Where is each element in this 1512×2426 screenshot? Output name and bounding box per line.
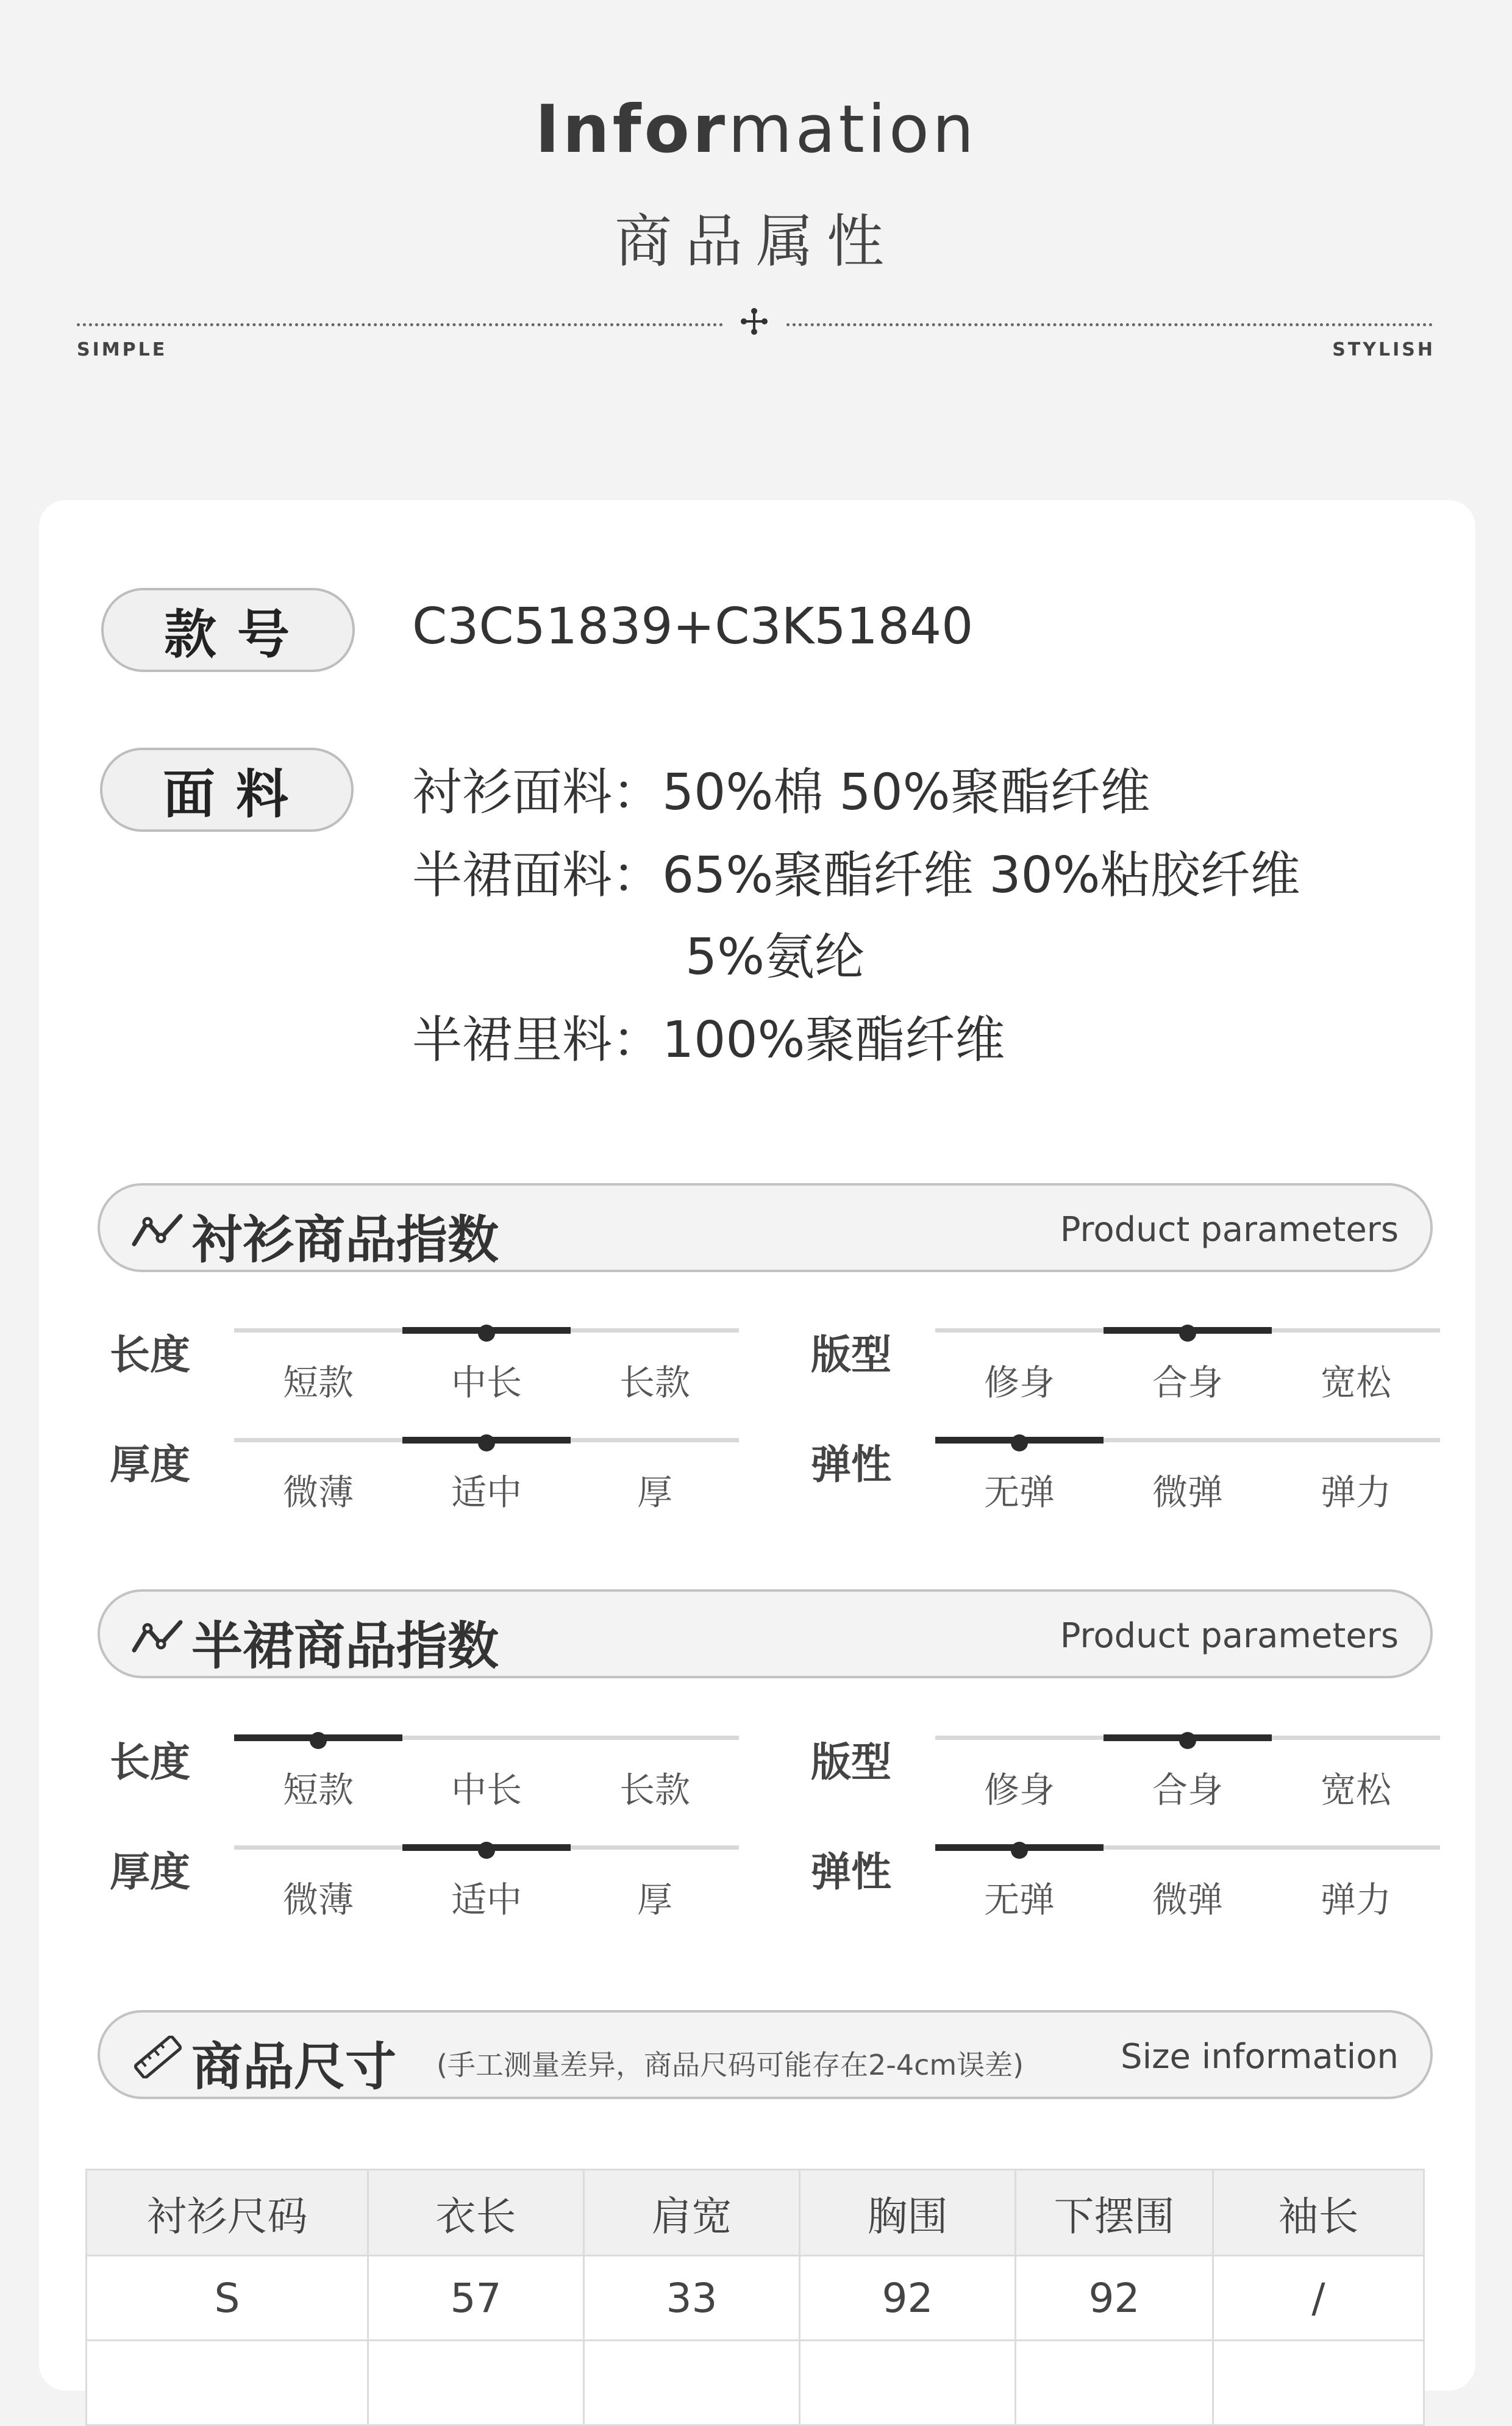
- cell-size: S: [87, 2256, 368, 2341]
- skirt-scale-2-option: 合身: [1152, 1769, 1223, 1811]
- header-bust: 胸围: [800, 2170, 1016, 2256]
- title-bold-part: Infor: [535, 91, 729, 168]
- header-hem: 下摆围: [1016, 2170, 1213, 2256]
- shirt-scale-3-track-segment: [571, 1438, 739, 1442]
- shirt-scale-3-label: 厚度: [110, 1441, 190, 1488]
- skirt-scale-1-indicator-dot: [310, 1732, 327, 1749]
- shirt-scale-2-indicator-dot: [1179, 1325, 1196, 1342]
- left-dotted-divider: [77, 323, 723, 326]
- skirt-scale-1-label: 长度: [110, 1739, 190, 1786]
- right-dotted-divider: [786, 323, 1433, 326]
- shirt-scale-4-track-segment: [1104, 1438, 1272, 1442]
- skirt-params-bar: [98, 1589, 1433, 1678]
- cell-bust: 92: [800, 2256, 1016, 2341]
- shirt-scale-3-option: 适中: [451, 1472, 522, 1513]
- stylish-tag: STYLISH: [1332, 339, 1435, 360]
- size-info-subtitle: Size information: [1121, 2037, 1399, 2077]
- skirt-scale-4-indicator-dot: [1011, 1842, 1028, 1859]
- shirt-scale-1-indicator-dot: [478, 1325, 495, 1342]
- skirt-scale-1-option: 中长: [451, 1769, 522, 1811]
- skirt-scale-3-track-segment: [234, 1845, 402, 1850]
- shirt-scale-1-option: 中长: [451, 1362, 522, 1403]
- shirt-params-bar: [98, 1183, 1433, 1272]
- shirt-scale-4-option: 弹力: [1320, 1472, 1391, 1513]
- skirt-scale-1-option: 短款: [282, 1769, 354, 1811]
- skirt-scale-2-option: 修身: [983, 1769, 1055, 1811]
- fabric-line-skirt-cont: 5%氨纶: [685, 928, 865, 986]
- cell-shoulder: 33: [584, 2256, 800, 2341]
- shirt-scale-3-option: 微薄: [282, 1472, 354, 1513]
- skirt-scale-2-option: 宽松: [1320, 1769, 1391, 1811]
- cell-size: [87, 2341, 368, 2425]
- shirt-scale-2-option: 修身: [983, 1362, 1055, 1403]
- shirt-scale-4-option: 微弹: [1152, 1472, 1223, 1513]
- shirt-scale-3-indicator-dot: [478, 1434, 495, 1451]
- size-info-bar: [98, 2010, 1433, 2099]
- shirt-scale-2-option: 宽松: [1320, 1362, 1391, 1403]
- cell-length: [368, 2341, 584, 2425]
- style-no-value: C3C51839+C3K51840: [412, 598, 974, 656]
- skirt-scale-2-track-segment: [1272, 1736, 1440, 1740]
- fabric-line-lining: 半裙里料：100%聚酯纤维: [412, 1011, 1005, 1069]
- skirt-params-subtitle: Product parameters: [1060, 1616, 1399, 1656]
- skirt-scale-3-option: 微薄: [282, 1879, 354, 1920]
- line-chart-icon: [130, 1211, 185, 1248]
- shirt-scale-1-option: 短款: [282, 1362, 354, 1403]
- cell-bust: [800, 2341, 1016, 2425]
- cell-hem: [1016, 2341, 1213, 2425]
- four-dot-cross-icon: [739, 306, 769, 337]
- skirt-scale-2-label: 版型: [811, 1739, 891, 1786]
- shirt-params-title: 衬衫商品指数: [191, 1210, 499, 1270]
- cell-length: 57: [368, 2256, 584, 2341]
- shirt-scale-2-track-segment: [935, 1328, 1104, 1333]
- shirt-scale-2-track-segment: [1272, 1328, 1440, 1333]
- shirt-scale-2-label: 版型: [811, 1331, 891, 1378]
- header-shoulder: 肩宽: [584, 2170, 800, 2256]
- header-sleeve: 袖长: [1213, 2170, 1424, 2256]
- skirt-scale-4-option: 微弹: [1152, 1879, 1223, 1920]
- skirt-scale-4-label: 弹性: [811, 1848, 891, 1895]
- ruler-icon: [130, 2036, 185, 2078]
- cell-sleeve: [1213, 2341, 1424, 2425]
- cell-shoulder: [584, 2341, 800, 2425]
- title-rest-part: mation: [728, 91, 977, 168]
- size-info-note: (手工测量差异，商品尺码可能存在2-4cm误差): [437, 2049, 1024, 2081]
- shirt-scale-1-track-segment: [234, 1328, 402, 1333]
- shirt-scale-4-indicator-dot: [1011, 1434, 1028, 1451]
- skirt-scale-1-track-segment: [402, 1736, 571, 1740]
- skirt-scale-4-track-segment: [1272, 1845, 1440, 1850]
- fabric-line-skirt: 半裙面料：65%聚酯纤维 30%粘胶纤维: [412, 846, 1300, 904]
- shirt-scale-1-option: 长款: [619, 1362, 690, 1403]
- shirt-scale-1-track-segment: [571, 1328, 739, 1333]
- page-title: [0, 91, 1512, 168]
- shirt-params-subtitle: Product parameters: [1060, 1210, 1399, 1250]
- skirt-params-title: 半裙商品指数: [191, 1616, 499, 1676]
- skirt-scale-1-option: 长款: [619, 1769, 690, 1811]
- cell-hem: 92: [1016, 2256, 1213, 2341]
- header-length: 衣长: [368, 2170, 584, 2256]
- skirt-scale-3-option: 适中: [451, 1879, 522, 1920]
- line-chart-icon: [130, 1617, 185, 1654]
- skirt-scale-3-option: 厚: [637, 1879, 672, 1920]
- size-table-header: [87, 2170, 1424, 2256]
- shirt-scale-4-label: 弹性: [811, 1441, 891, 1488]
- size-info-title: 商品尺寸: [191, 2037, 397, 2097]
- style-no-label: 款号: [101, 588, 355, 672]
- fabric-line-shirt: 衬衫面料：50%棉 50%聚酯纤维: [412, 764, 1150, 821]
- shirt-scale-3-option: 厚: [637, 1472, 672, 1513]
- skirt-scale-4-option: 弹力: [1320, 1879, 1391, 1920]
- skirt-scale-4-track-segment: [1104, 1845, 1272, 1850]
- header-size: 衬衫尺码: [87, 2170, 368, 2256]
- shirt-scale-4-track-segment: [1272, 1438, 1440, 1442]
- skirt-scale-4-option: 无弹: [983, 1879, 1055, 1920]
- skirt-scale-2-indicator-dot: [1179, 1732, 1196, 1749]
- simple-tag: SIMPLE: [77, 339, 168, 360]
- table-row: [87, 2256, 1424, 2341]
- table-row: [87, 2341, 1424, 2425]
- skirt-scale-3-label: 厚度: [110, 1848, 190, 1895]
- skirt-scale-1-track-segment: [571, 1736, 739, 1740]
- shirt-scale-3-track-segment: [234, 1438, 402, 1442]
- shirt-scale-4-option: 无弹: [983, 1472, 1055, 1513]
- shirt-scale-2-option: 合身: [1152, 1362, 1223, 1403]
- fabric-label: 面料: [100, 748, 354, 832]
- skirt-scale-3-track-segment: [571, 1845, 739, 1850]
- shirt-scale-1-label: 长度: [110, 1331, 190, 1378]
- skirt-scale-2-track-segment: [935, 1736, 1104, 1740]
- skirt-scale-3-indicator-dot: [478, 1842, 495, 1859]
- page-subtitle: 商品属性: [614, 209, 897, 275]
- size-table: [85, 2169, 1425, 2426]
- cell-sleeve: /: [1213, 2256, 1424, 2341]
